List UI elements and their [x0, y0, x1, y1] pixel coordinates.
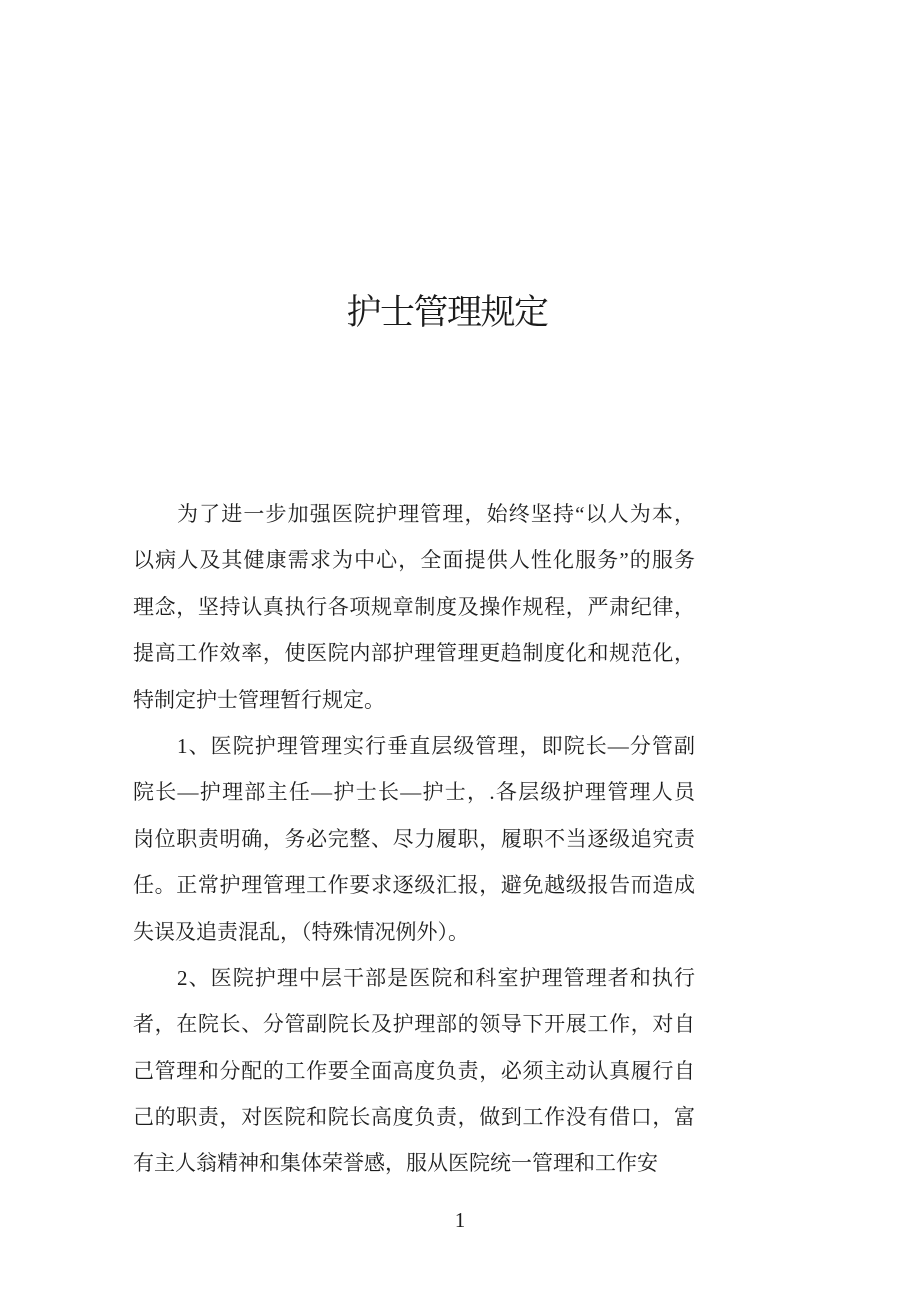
text-line: 岗位职责明确，务必完整、尽力履职，履职不当逐级追究责	[133, 826, 695, 851]
text-line: 1、医院护理管理实行垂直层级管理，即院长—分管副	[177, 733, 695, 758]
document-title: 护士管理规定	[346, 293, 548, 332]
text-line: 2、医院护理中层干部是医院和科室护理管理者和执行	[177, 965, 695, 990]
text-line: 己的职责，对医院和院长高度负责，做到工作没有借口，富	[133, 1105, 695, 1130]
text-line: 有主人翁精神和集体荣誉感，服从医院统一管理和工作安	[133, 1151, 658, 1176]
page-number: 1	[454, 1208, 466, 1232]
text-line: 己管理和分配的工作要全面高度负责，必须主动认真履行自	[133, 1058, 695, 1083]
text-line: 任。正常护理管理工作要求逐级汇报，避免越级报告而造成	[133, 873, 695, 898]
text-line: 理念，坚持认真执行各项规章制度及操作规程，严肃纪律，	[133, 594, 695, 619]
text-line: 失误及追责混乱，（特殊情况例外）。	[133, 919, 469, 944]
document-body	[133, 491, 695, 1187]
text-line: 为了进一步加强医院护理管理，始终坚持“以人为本，	[177, 502, 695, 526]
text-line: 特制定护士管理暂行规定。	[133, 687, 385, 712]
text-line: 提高工作效率，使医院内部护理管理更趋制度化和规范化，	[133, 641, 695, 666]
text-line: 以病人及其健康需求为中心，全面提供人性化服务”的服务	[133, 548, 695, 573]
text-line: 院长—护理部主任—护士长—护士，.各层级护理管理人员	[133, 780, 695, 805]
text-line: 者，在院长、分管副院长及护理部的领导下开展工作，对自	[133, 1012, 695, 1037]
